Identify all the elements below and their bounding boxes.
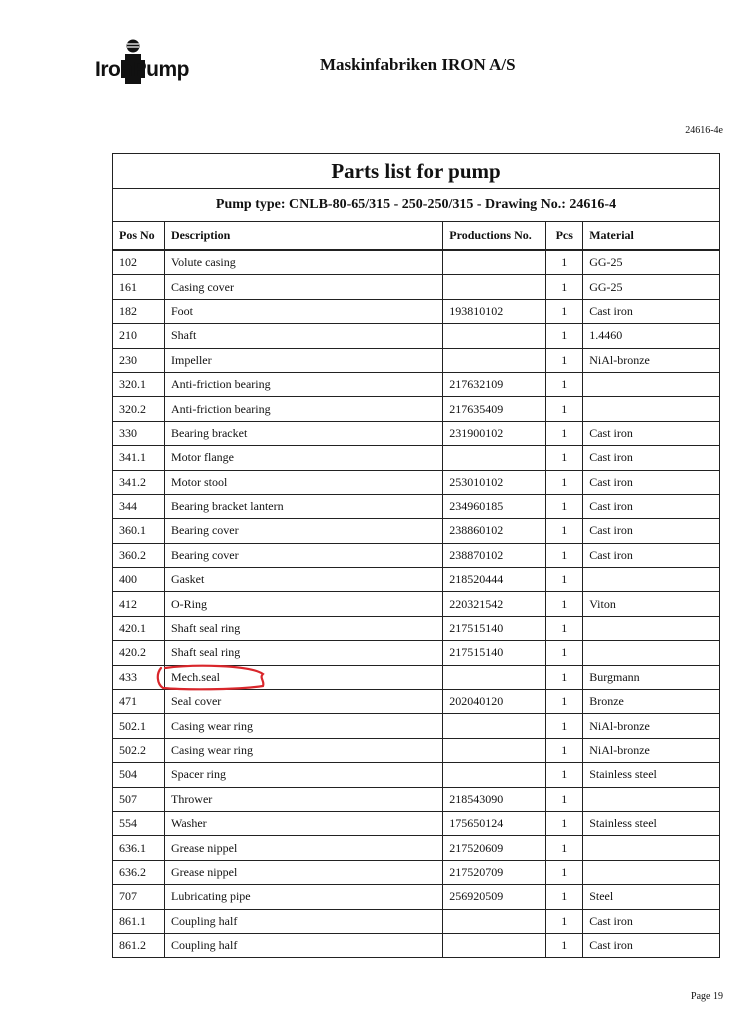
cell-pcs: 1: [546, 787, 583, 811]
cell-pos-no: 360.1: [113, 519, 165, 543]
cell-description: Bearing cover: [164, 519, 442, 543]
cell-pos-no: 210: [113, 324, 165, 348]
parts-list-table: [112, 153, 720, 958]
cell-production-no: 231900102: [443, 421, 546, 445]
cell-production-no: 202040120: [443, 690, 546, 714]
table-row: [113, 616, 720, 640]
table-row: [113, 885, 720, 909]
cell-pos-no: 420.2: [113, 641, 165, 665]
table-row: [113, 933, 720, 957]
cell-pcs: 1: [546, 909, 583, 933]
cell-description: Bearing bracket lantern: [164, 494, 442, 518]
cell-production-no: 218543090: [443, 787, 546, 811]
document-reference: 24616-4e: [685, 125, 723, 136]
cell-pos-no: 182: [113, 299, 165, 323]
cell-description: Lubricating pipe: [164, 885, 442, 909]
cell-material: Cast iron: [583, 909, 720, 933]
cell-pos-no: 320.2: [113, 397, 165, 421]
cell-production-no: [443, 909, 546, 933]
cell-description: Bearing cover: [164, 543, 442, 567]
cell-pcs: 1: [546, 397, 583, 421]
ironpump-logo: [95, 38, 189, 92]
cell-pcs: 1: [546, 714, 583, 738]
cell-production-no: [443, 738, 546, 762]
cell-pos-no: 420.1: [113, 616, 165, 640]
cell-pcs: 1: [546, 421, 583, 445]
cell-pos-no: 433: [113, 665, 165, 689]
table-title: Parts list for pump: [113, 154, 720, 189]
cell-pos-no: 330: [113, 421, 165, 445]
cell-pcs: 1: [546, 665, 583, 689]
cell-description: Casing cover: [164, 275, 442, 299]
table-row: [113, 348, 720, 372]
table-row: [113, 811, 720, 835]
col-pos-no: Pos No: [113, 222, 165, 251]
cell-pcs: 1: [546, 543, 583, 567]
cell-pcs: 1: [546, 568, 583, 592]
table-row: [113, 714, 720, 738]
cell-production-no: 217632109: [443, 372, 546, 396]
cell-description: Casing wear ring: [164, 714, 442, 738]
cell-pcs: 1: [546, 933, 583, 957]
cell-pcs: 1: [546, 885, 583, 909]
cell-description: Gasket: [164, 568, 442, 592]
cell-production-no: [443, 250, 546, 275]
cell-production-no: 217520609: [443, 836, 546, 860]
cell-pos-no: 341.1: [113, 446, 165, 470]
cell-material: Steel: [583, 885, 720, 909]
table-row: [113, 738, 720, 762]
cell-material: Cast iron: [583, 421, 720, 445]
cell-production-no: 253010102: [443, 470, 546, 494]
cell-material: GG-25: [583, 275, 720, 299]
cell-production-no: 217520709: [443, 860, 546, 884]
cell-material: Cast iron: [583, 494, 720, 518]
table-row: [113, 275, 720, 299]
cell-production-no: 217515140: [443, 616, 546, 640]
table-row: [113, 470, 720, 494]
table-row: [113, 494, 720, 518]
cell-pos-no: 341.2: [113, 470, 165, 494]
cell-material: Burgmann: [583, 665, 720, 689]
table-row: [113, 421, 720, 445]
cell-pos-no: 502.2: [113, 738, 165, 762]
cell-pcs: 1: [546, 494, 583, 518]
cell-material: [583, 397, 720, 421]
cell-production-no: 234960185: [443, 494, 546, 518]
cell-description: Coupling half: [164, 909, 442, 933]
cell-pcs: 1: [546, 348, 583, 372]
cell-description: Mech.seal: [164, 665, 442, 689]
cell-description: Grease nippel: [164, 836, 442, 860]
table-row: [113, 372, 720, 396]
cell-material: NiAl-bronze: [583, 714, 720, 738]
cell-description: Seal cover: [164, 690, 442, 714]
cell-production-no: [443, 714, 546, 738]
cell-production-no: [443, 665, 546, 689]
cell-pos-no: 861.1: [113, 909, 165, 933]
cell-pos-no: 102: [113, 250, 165, 275]
cell-description: Shaft seal ring: [164, 616, 442, 640]
cell-production-no: [443, 933, 546, 957]
cell-pos-no: 707: [113, 885, 165, 909]
cell-description: Volute casing: [164, 250, 442, 275]
cell-description: Casing wear ring: [164, 738, 442, 762]
cell-pcs: 1: [546, 372, 583, 396]
cell-material: NiAl-bronze: [583, 738, 720, 762]
cell-material: Bronze: [583, 690, 720, 714]
cell-description: O-Ring: [164, 592, 442, 616]
cell-production-no: 220321542: [443, 592, 546, 616]
cell-production-no: [443, 446, 546, 470]
logo-text: IronPump: [95, 58, 189, 81]
cell-pcs: 1: [546, 738, 583, 762]
cell-material: [583, 616, 720, 640]
cell-pos-no: 502.1: [113, 714, 165, 738]
table-row: [113, 446, 720, 470]
cell-production-no: 193810102: [443, 299, 546, 323]
cell-material: Stainless steel: [583, 763, 720, 787]
cell-production-no: [443, 348, 546, 372]
page-number: Page 19: [691, 991, 723, 1002]
table-row: [113, 909, 720, 933]
cell-description: Impeller: [164, 348, 442, 372]
cell-pos-no: 504: [113, 763, 165, 787]
table-row: [113, 836, 720, 860]
cell-description: Spacer ring: [164, 763, 442, 787]
column-headers: [113, 222, 720, 251]
cell-material: NiAl-bronze: [583, 348, 720, 372]
cell-pcs: 1: [546, 836, 583, 860]
cell-description: Bearing bracket: [164, 421, 442, 445]
cell-pos-no: 344: [113, 494, 165, 518]
cell-pos-no: 412: [113, 592, 165, 616]
table-row: [113, 763, 720, 787]
cell-production-no: 218520444: [443, 568, 546, 592]
cell-material: Cast iron: [583, 299, 720, 323]
cell-description: Washer: [164, 811, 442, 835]
cell-pos-no: 161: [113, 275, 165, 299]
cell-description: Coupling half: [164, 933, 442, 957]
table-row: [113, 543, 720, 567]
cell-material: [583, 836, 720, 860]
table-row: [113, 397, 720, 421]
cell-material: Stainless steel: [583, 811, 720, 835]
table-row: [113, 519, 720, 543]
cell-material: Cast iron: [583, 470, 720, 494]
cell-pos-no: 320.1: [113, 372, 165, 396]
table-row: [113, 787, 720, 811]
cell-material: [583, 787, 720, 811]
cell-material: Cast iron: [583, 543, 720, 567]
cell-description: Motor stool: [164, 470, 442, 494]
table-row: [113, 250, 720, 275]
col-description: Description: [164, 222, 442, 251]
cell-material: [583, 641, 720, 665]
red-highlight-circle: [155, 662, 270, 692]
pump-type-subtitle: Pump type: CNLB-80-65/315 - 250-250/315 - Drawing No.: 24616-4: [113, 189, 720, 222]
cell-production-no: [443, 324, 546, 348]
cell-description: Anti-friction bearing: [164, 372, 442, 396]
cell-pcs: 1: [546, 690, 583, 714]
company-name: Maskinfabriken IRON A/S: [320, 55, 516, 74]
table-row: [113, 690, 720, 714]
cell-description: Motor flange: [164, 446, 442, 470]
cell-material: 1.4460: [583, 324, 720, 348]
cell-production-no: 217635409: [443, 397, 546, 421]
cell-pcs: 1: [546, 470, 583, 494]
cell-production-no: [443, 275, 546, 299]
cell-pcs: 1: [546, 250, 583, 275]
cell-pcs: 1: [546, 592, 583, 616]
table-row: [113, 860, 720, 884]
cell-production-no: 175650124: [443, 811, 546, 835]
cell-description: Shaft: [164, 324, 442, 348]
cell-pcs: 1: [546, 446, 583, 470]
cell-description: Anti-friction bearing: [164, 397, 442, 421]
cell-pos-no: 861.2: [113, 933, 165, 957]
table-row: [113, 592, 720, 616]
cell-production-no: [443, 763, 546, 787]
cell-pcs: 1: [546, 616, 583, 640]
cell-material: [583, 568, 720, 592]
cell-production-no: 238860102: [443, 519, 546, 543]
cell-production-no: 238870102: [443, 543, 546, 567]
cell-description: Thrower: [164, 787, 442, 811]
cell-pcs: 1: [546, 299, 583, 323]
cell-material: Cast iron: [583, 446, 720, 470]
col-material: Material: [583, 222, 720, 251]
cell-pos-no: 554: [113, 811, 165, 835]
cell-pcs: 1: [546, 860, 583, 884]
cell-description: Shaft seal ring: [164, 641, 442, 665]
cell-pos-no: 400: [113, 568, 165, 592]
cell-production-no: 217515140: [443, 641, 546, 665]
cell-pos-no: 360.2: [113, 543, 165, 567]
cell-pos-no: 507: [113, 787, 165, 811]
cell-material: [583, 860, 720, 884]
cell-pcs: 1: [546, 519, 583, 543]
cell-pcs: 1: [546, 763, 583, 787]
cell-pos-no: 636.1: [113, 836, 165, 860]
col-production-no: Productions No.: [443, 222, 546, 251]
cell-pos-no: 471: [113, 690, 165, 714]
table-row: [113, 299, 720, 323]
cell-pcs: 1: [546, 324, 583, 348]
cell-description: Grease nippel: [164, 860, 442, 884]
cell-production-no: 256920509: [443, 885, 546, 909]
table-row: [113, 568, 720, 592]
cell-material: Cast iron: [583, 519, 720, 543]
cell-material: Viton: [583, 592, 720, 616]
cell-pcs: 1: [546, 811, 583, 835]
cell-pos-no: 230: [113, 348, 165, 372]
cell-pcs: 1: [546, 275, 583, 299]
cell-material: Cast iron: [583, 933, 720, 957]
cell-material: [583, 372, 720, 396]
cell-material: GG-25: [583, 250, 720, 275]
col-pcs: Pcs: [546, 222, 583, 251]
cell-pcs: 1: [546, 641, 583, 665]
cell-pos-no: 636.2: [113, 860, 165, 884]
cell-description: Foot: [164, 299, 442, 323]
table-row: [113, 324, 720, 348]
